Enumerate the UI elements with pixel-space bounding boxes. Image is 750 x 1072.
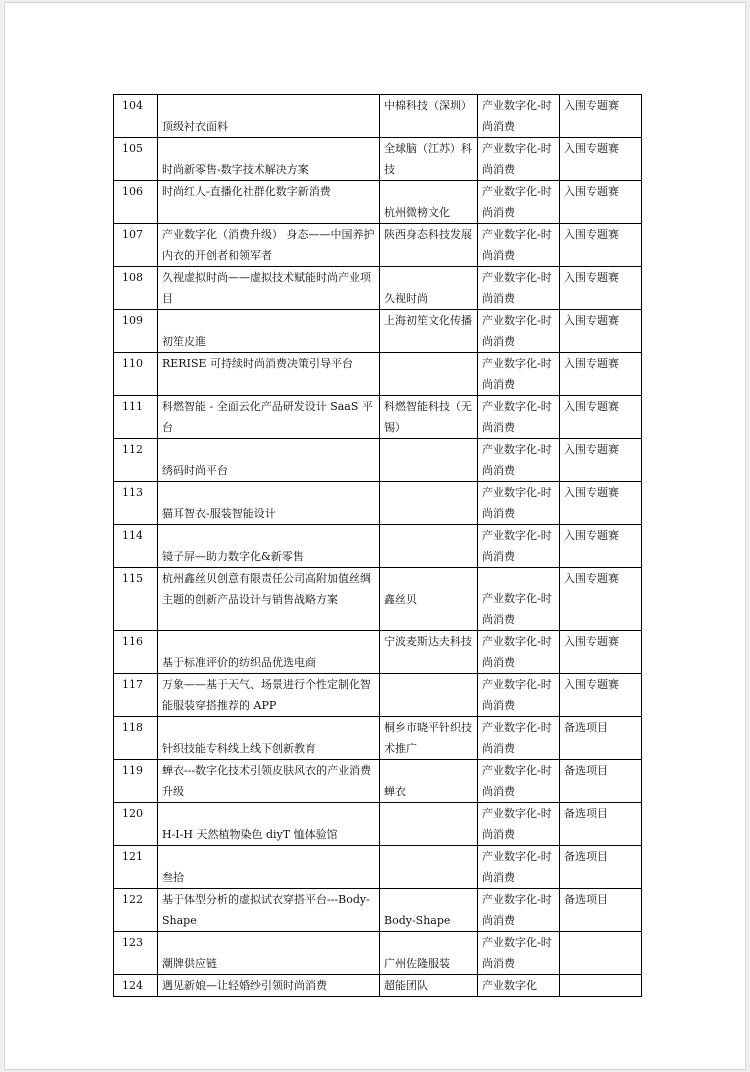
status: 入围专题赛 bbox=[560, 181, 642, 224]
table-row bbox=[114, 224, 642, 267]
project-name: 顶级衬衣面料 bbox=[158, 95, 380, 138]
project-name: 蝉衣---数字化技术引领皮肤风衣的产业消费升级 bbox=[158, 760, 380, 803]
row-number: 106 bbox=[114, 181, 158, 224]
organization: 全球脑（江苏）科技 bbox=[380, 138, 478, 181]
table-row bbox=[114, 932, 642, 975]
row-number: 112 bbox=[114, 439, 158, 482]
row-number: 124 bbox=[114, 975, 158, 997]
category: 产业数字化-时尚消费 bbox=[478, 138, 560, 181]
category: 产业数字化-时尚消费 bbox=[478, 95, 560, 138]
table-row bbox=[114, 138, 642, 181]
table-row bbox=[114, 568, 642, 631]
category: 产业数字化-时尚消费 bbox=[478, 568, 560, 631]
status bbox=[560, 975, 642, 997]
row-number: 122 bbox=[114, 889, 158, 932]
row-number: 117 bbox=[114, 674, 158, 717]
status: 备选项目 bbox=[560, 760, 642, 803]
table-row bbox=[114, 95, 642, 138]
status: 入围专题赛 bbox=[560, 439, 642, 482]
category: 产业数字化-时尚消费 bbox=[478, 525, 560, 568]
category: 产业数字化-时尚消费 bbox=[478, 932, 560, 975]
table-row bbox=[114, 439, 642, 482]
status: 备选项目 bbox=[560, 717, 642, 760]
status: 入围专题赛 bbox=[560, 674, 642, 717]
row-number: 109 bbox=[114, 310, 158, 353]
project-name: 时尚红人-直播化社群化数字新消费 bbox=[158, 181, 380, 224]
table-row bbox=[114, 846, 642, 889]
category: 产业数字化-时尚消费 bbox=[478, 396, 560, 439]
status: 入围专题赛 bbox=[560, 95, 642, 138]
table-row bbox=[114, 760, 642, 803]
project-name: 初笙皮進 bbox=[158, 310, 380, 353]
table-row bbox=[114, 396, 642, 439]
document-page bbox=[4, 2, 746, 1070]
status: 备选项目 bbox=[560, 889, 642, 932]
project-name: 时尚新零售-数字技术解决方案 bbox=[158, 138, 380, 181]
row-number: 123 bbox=[114, 932, 158, 975]
category: 产业数字化-时尚消费 bbox=[478, 267, 560, 310]
project-name: 久视虚拟时尚——虚拟技术赋能时尚产业项目 bbox=[158, 267, 380, 310]
status: 入围专题赛 bbox=[560, 396, 642, 439]
status: 入围专题赛 bbox=[560, 353, 642, 396]
table-row bbox=[114, 310, 642, 353]
organization: 鑫丝贝 bbox=[380, 568, 478, 631]
status: 入围专题赛 bbox=[560, 568, 642, 631]
row-number: 111 bbox=[114, 396, 158, 439]
category: 产业数字化-时尚消费 bbox=[478, 803, 560, 846]
project-name: 杭州鑫丝贝创意有限责任公司高附加值丝绸主题的创新产品设计与销售战略方案 bbox=[158, 568, 380, 631]
organization bbox=[380, 439, 478, 482]
project-name: 基于标准评价的纺织品优选电商 bbox=[158, 631, 380, 674]
project-name: 猫耳智衣-服装智能设计 bbox=[158, 482, 380, 525]
table-row bbox=[114, 631, 642, 674]
row-number: 113 bbox=[114, 482, 158, 525]
category: 产业数字化-时尚消费 bbox=[478, 717, 560, 760]
status: 入围专题赛 bbox=[560, 525, 642, 568]
category: 产业数字化-时尚消费 bbox=[478, 482, 560, 525]
table-row bbox=[114, 803, 642, 846]
organization: 广州佐隆服装 bbox=[380, 932, 478, 975]
table-row bbox=[114, 975, 642, 997]
category: 产业数字化-时尚消费 bbox=[478, 224, 560, 267]
organization: 宁波麦斯达夫科技 bbox=[380, 631, 478, 674]
project-name: RERISE 可持续时尚消费决策引导平台 bbox=[158, 353, 380, 396]
project-name: 潮牌供应链 bbox=[158, 932, 380, 975]
status: 入围专题赛 bbox=[560, 267, 642, 310]
table-row bbox=[114, 353, 642, 396]
category: 产业数字化-时尚消费 bbox=[478, 846, 560, 889]
status: 入围专题赛 bbox=[560, 224, 642, 267]
organization bbox=[380, 803, 478, 846]
organization: 科燃智能科技（无锡） bbox=[380, 396, 478, 439]
table-row bbox=[114, 181, 642, 224]
organization: 超能团队 bbox=[380, 975, 478, 997]
project-name: 镜子屏—助力数字化&新零售 bbox=[158, 525, 380, 568]
organization: 桐乡市晓平针织技术推广 bbox=[380, 717, 478, 760]
status: 入围专题赛 bbox=[560, 310, 642, 353]
category: 产业数字化-时尚消费 bbox=[478, 889, 560, 932]
status: 备选项目 bbox=[560, 803, 642, 846]
table-row bbox=[114, 674, 642, 717]
status: 入围专题赛 bbox=[560, 631, 642, 674]
table-row bbox=[114, 889, 642, 932]
row-number: 119 bbox=[114, 760, 158, 803]
project-name: 科燃智能 - 全面云化产品研发设计 SaaS 平台 bbox=[158, 396, 380, 439]
organization bbox=[380, 482, 478, 525]
category: 产业数字化-时尚消费 bbox=[478, 674, 560, 717]
project-name: 针织技能专科线上线下创新教育 bbox=[158, 717, 380, 760]
row-number: 110 bbox=[114, 353, 158, 396]
organization: 蝉衣 bbox=[380, 760, 478, 803]
project-name: 遇见新娘—让轻婚纱引领时尚消费 bbox=[158, 975, 380, 997]
project-table bbox=[113, 94, 642, 997]
status: 入围专题赛 bbox=[560, 482, 642, 525]
row-number: 114 bbox=[114, 525, 158, 568]
organization bbox=[380, 353, 478, 396]
category: 产业数字化 bbox=[478, 975, 560, 997]
category: 产业数字化-时尚消费 bbox=[478, 310, 560, 353]
row-number: 105 bbox=[114, 138, 158, 181]
project-name: H-I-H 天然植物染色 diyT 恤体验馆 bbox=[158, 803, 380, 846]
project-name: 绣码时尚平台 bbox=[158, 439, 380, 482]
row-number: 116 bbox=[114, 631, 158, 674]
organization: 中棉科技（深圳） bbox=[380, 95, 478, 138]
status: 入围专题赛 bbox=[560, 138, 642, 181]
status: 备选项目 bbox=[560, 846, 642, 889]
organization bbox=[380, 674, 478, 717]
table-row bbox=[114, 525, 642, 568]
row-number: 108 bbox=[114, 267, 158, 310]
table-row bbox=[114, 482, 642, 525]
project-name: 万象——基于天气、场景进行个性定制化智能服装穿搭推荐的 APP bbox=[158, 674, 380, 717]
organization: 上海初笙文化传播 bbox=[380, 310, 478, 353]
row-number: 118 bbox=[114, 717, 158, 760]
row-number: 120 bbox=[114, 803, 158, 846]
table-row bbox=[114, 717, 642, 760]
row-number: 121 bbox=[114, 846, 158, 889]
organization: Body-Shape bbox=[380, 889, 478, 932]
organization bbox=[380, 525, 478, 568]
category: 产业数字化-时尚消费 bbox=[478, 353, 560, 396]
organization bbox=[380, 846, 478, 889]
organization: 杭州微榜文化 bbox=[380, 181, 478, 224]
category: 产业数字化-时尚消费 bbox=[478, 439, 560, 482]
organization: 陕西身态科技发展 bbox=[380, 224, 478, 267]
project-name: 基于体型分析的虚拟试衣穿搭平台---Body-Shape bbox=[158, 889, 380, 932]
organization: 久视时尚 bbox=[380, 267, 478, 310]
project-name: 产业数字化（消费升级） 身态——中国养护内衣的开创者和领军者 bbox=[158, 224, 380, 267]
category: 产业数字化-时尚消费 bbox=[478, 181, 560, 224]
status bbox=[560, 932, 642, 975]
row-number: 104 bbox=[114, 95, 158, 138]
row-number: 115 bbox=[114, 568, 158, 631]
row-number: 107 bbox=[114, 224, 158, 267]
category: 产业数字化-时尚消费 bbox=[478, 760, 560, 803]
project-name: 叁拾 bbox=[158, 846, 380, 889]
table-row bbox=[114, 267, 642, 310]
category: 产业数字化-时尚消费 bbox=[478, 631, 560, 674]
